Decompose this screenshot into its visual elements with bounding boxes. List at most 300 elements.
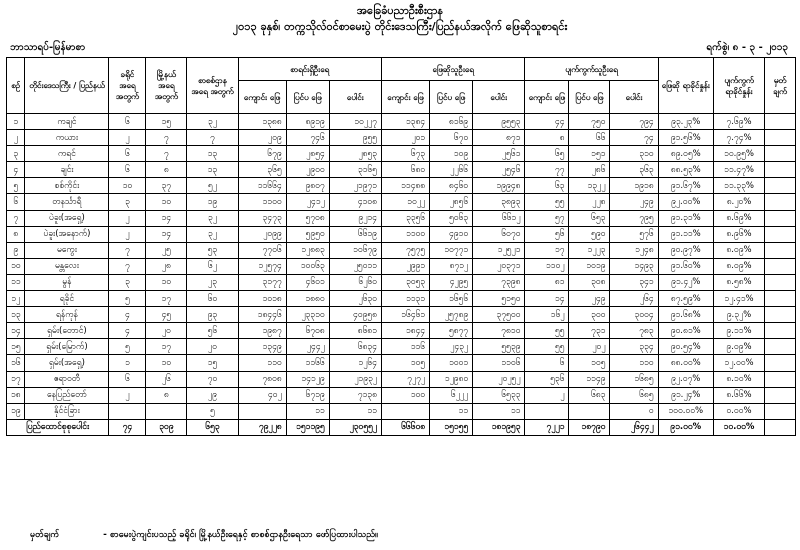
table-cell: ၁၀၇၇၁ <box>430 242 473 258</box>
table-cell: ၁၁.၄၇% <box>713 162 764 178</box>
region-cell: မန္တလေး <box>25 258 109 274</box>
col-township: မြို့နယ် အရေ အတွက် <box>146 58 187 114</box>
table-cell: ၆၃ <box>525 178 569 194</box>
table-cell: ၃၃၄ <box>610 339 658 355</box>
table-cell <box>765 387 796 403</box>
table-cell: ၁၃၂၂ <box>569 178 610 194</box>
table-cell: ၇၈၃ <box>610 323 658 339</box>
table-cell: ၀.၀၀% <box>713 403 764 419</box>
table-cell: ၄၀၂ <box>238 387 286 403</box>
table-cell: ၁၁ <box>286 403 329 419</box>
table-cell: ၁၄ <box>7 323 25 339</box>
table-cell: ၆၇၀၈ <box>286 323 329 339</box>
table-cell: ၁ <box>109 355 146 371</box>
table-cell: ၁၃ <box>187 146 238 162</box>
table-cell: ၆၀၇၀ <box>473 226 525 242</box>
table-cell: ၅၆ <box>525 226 569 242</box>
total-cell: ၂၆၄၄၂ <box>610 419 658 435</box>
table-cell: ၂၅ <box>146 242 187 258</box>
table-cell: ၁၈၈၀ <box>286 291 329 307</box>
table-cell: ၆ <box>109 114 146 130</box>
table-cell: ၅၅ <box>525 323 569 339</box>
table-cell: ၁၄၁၂၉ <box>286 371 329 387</box>
table-cell: ၈.၀၉% <box>713 258 764 274</box>
table-cell: ၁၉၈၇ <box>238 323 286 339</box>
table-cell: ၆၆၁၉ <box>329 226 381 242</box>
region-cell: မွန် <box>25 274 109 290</box>
table-cell: ၁၁၆၆ <box>286 355 329 371</box>
region-cell: နေပြည်တော် <box>25 387 109 403</box>
table-cell: ၁၀၁၈ <box>238 291 286 307</box>
region-cell: ရှမ်း(တောင်) <box>25 323 109 339</box>
table-row <box>7 226 796 242</box>
table-cell: ၇ <box>109 242 146 258</box>
table-cell: ၄၅ <box>146 307 187 323</box>
table-cell: ၁၂၂၃ <box>569 242 610 258</box>
table-cell <box>765 307 796 323</box>
department-title: အခြေခံပညာဦးစီးဌာန <box>356 4 444 17</box>
table-cell: ၆၇၃ <box>381 146 429 162</box>
table-cell <box>238 403 286 419</box>
table-cell <box>146 403 187 419</box>
table-cell: ၅၆ <box>187 323 238 339</box>
table-cell: ၅ <box>7 178 25 194</box>
table-cell: ၁၀ <box>109 178 146 194</box>
table-cell: ၈၇၁ <box>473 130 525 146</box>
table-cell: ၂ <box>109 130 146 146</box>
table-cell: ၁၀၂၂ <box>381 194 429 210</box>
table-cell <box>765 403 796 419</box>
table-cell: ၁၂.၄၁% <box>713 291 764 307</box>
table-cell: ၄၆၀၁ <box>286 274 329 290</box>
table-cell: ၂၅၆၁ <box>473 146 525 162</box>
footnote-label: မှတ်ချက် <box>30 530 60 540</box>
table-cell: ၃ <box>109 194 146 210</box>
table-cell <box>765 194 796 210</box>
table-cell: ၅ <box>109 339 146 355</box>
total-cell: ၂၃၀၅၅၂ <box>329 419 381 435</box>
region-cell: ကရင် <box>25 146 109 162</box>
table-cell <box>765 210 796 226</box>
col-reg-total: ပေါင်း <box>329 81 381 114</box>
table-cell: ၇.၆၉% <box>713 114 764 130</box>
region-cell: ဧရာဝတီ <box>25 371 109 387</box>
table-cell: ၈၇.၅၉% <box>658 291 713 307</box>
table-cell: ၇ <box>146 146 187 162</box>
table-cell: ၇၂၇၂ <box>381 371 429 387</box>
exam-table <box>6 57 796 436</box>
table-cell: ၆၅၃၃ <box>473 387 525 403</box>
region-cell: ချင်း <box>25 162 109 178</box>
table-cell: ၈.၀၉% <box>713 242 764 258</box>
table-cell: ၁၁၄၈၈ <box>381 178 429 194</box>
table-cell: ၁၆ <box>7 355 25 371</box>
table-cell: ၂၆၄ <box>610 291 658 307</box>
table-cell: ၄ <box>109 307 146 323</box>
table-cell <box>765 178 796 194</box>
table-cell: ၅၈၇၇ <box>430 323 473 339</box>
table-cell: ၈ <box>146 162 187 178</box>
table-cell: ၃၆၅ <box>238 162 286 178</box>
table-row <box>7 210 796 226</box>
table-cell: ၇ <box>109 258 146 274</box>
table-cell: ၂၉၀၀ <box>286 162 329 178</box>
table-cell: ၉၁.၅၆% <box>658 130 713 146</box>
total-cell: ၇၄ <box>109 419 146 435</box>
total-cell: ၁၅၁၁၉၅ <box>286 419 329 435</box>
table-cell: ၆ <box>109 371 146 387</box>
table-cell: ၁၇ <box>146 339 187 355</box>
col-absent: ပျက်ကွက်သူဦးရေ <box>525 58 658 81</box>
table-cell: ၂၃၃၁၀ <box>286 307 329 323</box>
table-cell: ၁၃ <box>187 162 238 178</box>
table-cell: ၅၁၅၀ <box>473 291 525 307</box>
region-cell: ရှမ်း(မြောက်) <box>25 339 109 355</box>
table-cell: ၇၁၃၈ <box>329 387 381 403</box>
table-cell: ၂၄၃၂ <box>430 339 473 355</box>
table-cell: ၁၂၉၈၀ <box>430 371 473 387</box>
table-cell: ၉၂.၀၀% <box>658 194 713 210</box>
region-cell: တနင်္သာရီ <box>25 194 109 210</box>
table-cell: ၅၇၀၈ <box>286 210 329 226</box>
table-row <box>7 162 796 178</box>
table-cell: ၆၂၂၂ <box>430 387 473 403</box>
table-cell: ၃၂ <box>187 114 238 130</box>
table-cell <box>765 242 796 258</box>
table-cell: ၁၀ <box>146 355 187 371</box>
region-cell: နိုင်ငံခြား <box>25 403 109 419</box>
table-cell: ၁၀၁၉ <box>569 258 610 274</box>
table-cell: ၁၀၀ <box>381 387 429 403</box>
region-cell: မကွေး <box>25 242 109 258</box>
col-center: စာစစ်ဌာန အရေ အတွက် <box>187 58 238 114</box>
table-row <box>7 291 796 307</box>
table-cell: ၁၃၄၉ <box>238 339 286 355</box>
table-cell: ၆၆၁၂ <box>473 210 525 226</box>
total-cell: ၃၀၉ <box>146 419 187 435</box>
table-cell: ၁၂၄၈ <box>610 242 658 258</box>
table-cell: ၅၇၆ <box>610 226 658 242</box>
table-cell: ၁ <box>7 114 25 130</box>
table-row <box>7 242 796 258</box>
table-cell: ၂၀၂၅၂ <box>473 371 525 387</box>
total-cell: ၇၂၂၁ <box>525 419 569 435</box>
table-cell: ၉၅၅၃ <box>473 114 525 130</box>
table-cell: ၆၈၃ <box>569 387 610 403</box>
table-cell: ၁၁ <box>473 403 525 419</box>
table-cell: ၇ <box>7 210 25 226</box>
col-reg-private: ပြင်ပ ဖြေ <box>286 81 329 114</box>
table-cell: ၁၄၉၃ <box>610 258 658 274</box>
table-cell: ၇၇၀၆ <box>238 242 286 258</box>
table-cell: ၂၆၃၀ <box>329 291 381 307</box>
table-cell <box>765 339 796 355</box>
table-cell: ၂ <box>109 387 146 403</box>
table-cell: ၆၈၅ <box>610 387 658 403</box>
table-cell: ၂၀၃၇၁ <box>473 258 525 274</box>
table-cell: ၈.၉၆% <box>713 226 764 242</box>
table-cell: ၂၄၉ <box>569 291 610 307</box>
table-cell: ၁၀၀၁ <box>430 355 473 371</box>
table-cell: ၉၁.၂၄% <box>658 387 713 403</box>
table-cell: ၁၈ <box>7 387 25 403</box>
table-cell <box>765 355 796 371</box>
region-cell: ရှမ်း(အရှေ့) <box>25 355 109 371</box>
table-cell: ၁၀၀.၀၀% <box>658 403 713 419</box>
table-cell: ၁၀၀၆၃ <box>286 258 329 274</box>
table-cell: ၃၂ <box>187 210 238 226</box>
table-cell: ၉၁.၆၇% <box>658 178 713 194</box>
table-cell: ၉၀.၅၄% <box>658 339 713 355</box>
table-cell: ၁၁ <box>430 403 473 419</box>
table-cell: ၁၇ <box>525 242 569 258</box>
table-cell: ၁၀၅ <box>381 355 429 371</box>
table-cell: ၈၄၆၀ <box>430 178 473 194</box>
table-cell: ၈.၁၀% <box>713 371 764 387</box>
table-cell: ၉၀.၉၇% <box>658 242 713 258</box>
table-cell: ၃၀၅၃ <box>381 274 429 290</box>
table-cell: ၁၁၄၉ <box>569 371 610 387</box>
col-registered: စာရင်းရှိဦးရေ <box>238 58 381 81</box>
table-cell <box>765 146 796 162</box>
region-cell: ကချင် <box>25 114 109 130</box>
table-cell: ၁၀၅ <box>569 355 610 371</box>
table-cell: ၁၁၀၀ <box>238 194 286 210</box>
table-cell: ၈၉.၀၅% <box>658 146 713 162</box>
table-cell: ၉၂၁၄ <box>329 210 381 226</box>
table-cell: ၁၇ <box>146 291 187 307</box>
region-cell: စစ်ကိုင်း <box>25 178 109 194</box>
table-cell: ၂၁၉၃၂ <box>329 371 381 387</box>
table-cell: ၇ <box>146 130 187 146</box>
table-cell: ၉.၃၂% <box>713 307 764 323</box>
region-cell: ရခိုင် <box>25 291 109 307</box>
table-cell: ၁၅၁ <box>569 146 610 162</box>
total-cell: ၇၉၂၂၈ <box>238 419 286 435</box>
col-abs-total: ပေါင်း <box>610 81 658 114</box>
table-cell: ၉၁.၃၁% <box>658 210 713 226</box>
table-cell: ၆၅၃ <box>569 210 610 226</box>
table-row <box>7 258 796 274</box>
total-cell: ၁၈၁၉၅၃ <box>473 419 525 435</box>
col-reg-male: ကျောင်း ဖြေ <box>238 81 286 114</box>
table-cell: ၁၁၀ <box>238 355 286 371</box>
table-cell: ၂၀၉ <box>238 130 286 146</box>
table-cell: ၃ <box>7 146 25 162</box>
table-cell: ၅ <box>187 403 238 419</box>
table-cell <box>765 258 796 274</box>
table-cell: ၂ <box>109 210 146 226</box>
table-cell: ၂၀၉၉ <box>238 226 286 242</box>
table-cell: ၇.၇၄% <box>713 130 764 146</box>
table-cell: ၆၇၉ <box>238 146 286 162</box>
table-cell: ၉.၀၉% <box>713 339 764 355</box>
table-cell: ၆ <box>525 355 569 371</box>
total-cell: ၆၆၆၀၈ <box>381 419 429 435</box>
table-row <box>7 274 796 290</box>
table-cell: ၂၈၅၆ <box>430 194 473 210</box>
table-cell: ၉၂.၀၇% <box>658 371 713 387</box>
table-cell: ၁၂၅၂၁ <box>473 242 525 258</box>
region-cell: ရန်ကုန် <box>25 307 109 323</box>
table-cell: ၁၄ <box>146 226 187 242</box>
table-cell: ၁၁၀ <box>610 355 658 371</box>
table-cell: ၃၄၁ <box>610 274 658 290</box>
table-cell: ၁၁ <box>7 274 25 290</box>
table-cell: ၂၂၈ <box>569 194 610 210</box>
total-cell <box>765 419 796 435</box>
table-cell <box>765 130 796 146</box>
table-cell: ၁၁ <box>329 403 381 419</box>
table-cell: ၉ <box>7 242 25 258</box>
table-cell: ၃၀၈ <box>569 274 610 290</box>
table-cell: ၈.၆၆% <box>713 387 764 403</box>
table-cell: ၉၅၅ <box>329 130 381 146</box>
table-cell: ၄ <box>7 162 25 178</box>
col-remark: မှတ် ချက် <box>765 58 796 114</box>
footnote <box>30 529 378 542</box>
table-cell: ၂ <box>525 387 569 403</box>
table-cell <box>765 226 796 242</box>
table-cell: ၇၉၅ <box>610 210 658 226</box>
table-cell: ၂၀ <box>146 323 187 339</box>
region-cell: ကယား <box>25 130 109 146</box>
table-cell: ၅၇ <box>525 210 569 226</box>
table-cell: ၂ <box>109 226 146 242</box>
table-cell: ၆၂ <box>187 258 238 274</box>
table-cell: ၂၈၆ <box>569 162 610 178</box>
table-cell: ၁၁.၃၃% <box>713 178 764 194</box>
table-cell: ၃ <box>109 274 146 290</box>
table-cell: ၁၁၀၂ <box>525 258 569 274</box>
table-cell: ၂၅၇၈၉ <box>430 307 473 323</box>
table-cell: ၁၃၈၈ <box>238 114 286 130</box>
table-cell: ၁၃၈၄ <box>381 114 429 130</box>
table-cell: ၇၅၀ <box>569 114 610 130</box>
table-cell: ၈ <box>146 387 187 403</box>
table-cell: ၉၁.၁၁% <box>658 226 713 242</box>
col-abs-private: ပြင်ပ ဖြေ <box>569 81 610 114</box>
table-row <box>7 403 796 419</box>
table-cell: ၃၁၇၇ <box>238 274 286 290</box>
table-cell <box>109 403 146 419</box>
table-cell: ၆၀ <box>187 291 238 307</box>
table-cell: ၅၅၃၉ <box>473 339 525 355</box>
total-cell: ၆၅၃ <box>187 419 238 435</box>
col-ans-male: ကျောင်း ဖြေ <box>381 81 429 114</box>
col-no: စဉ် <box>7 58 25 114</box>
table-cell: ၇၃၁ <box>569 323 610 339</box>
table-cell: ၁၂၈၈၃ <box>286 242 329 258</box>
table-row <box>7 194 796 210</box>
region-cell: ပဲခူး(အရှေ့) <box>25 210 109 226</box>
table-cell: ၇၃၉၈ <box>473 274 525 290</box>
table-cell: ၂၉ <box>187 387 238 403</box>
table-row <box>7 307 796 323</box>
total-cell: ၁၈၇၉၀ <box>569 419 610 435</box>
table-cell: ၅၀၆၃ <box>430 210 473 226</box>
table-cell: ၉၃ <box>187 307 238 323</box>
table-cell: ၅၉၅၀ <box>286 226 329 242</box>
table-cell: ၂၁၉၇၁ <box>329 178 381 194</box>
table-row <box>7 355 796 371</box>
table-cell: ၃၁၆၅ <box>329 162 381 178</box>
table-cell: ၁၉ <box>7 403 25 419</box>
table-row <box>7 371 796 387</box>
table-cell: ၁၈၄၄၆ <box>238 307 286 323</box>
table-cell: ၂၃ <box>187 274 238 290</box>
table-cell: ၁၁၆၆၄ <box>238 178 286 194</box>
table-cell: ၃၁၀ <box>610 146 658 162</box>
table-cell: ၉၃.၂၃% <box>658 114 713 130</box>
table-cell: ၁၅ <box>7 339 25 355</box>
table-cell: ၃၆၃ <box>610 162 658 178</box>
col-abs-male: ကျောင်း ဖြေ <box>525 81 569 114</box>
date-label: ရက်စွဲ၊ ၈ - ၃ - ၂၀၁၃ <box>706 42 788 53</box>
table-cell: ၃၃၅၆ <box>381 210 429 226</box>
table-cell: ၈၆၈၁ <box>329 323 381 339</box>
table-cell <box>765 114 796 130</box>
table-cell: ၆ <box>109 146 146 162</box>
footnote-text: - စာမေးပွဲကျင်းပသည့် ခရိုင်၊ မြို့နယ်ဦးရေနှင့် စာစစ်ဌာနဦးရေသာ ဖော်ပြထားပါသည်။ <box>103 530 378 540</box>
table-cell <box>765 274 796 290</box>
table-cell: ၂၀၂ <box>569 339 610 355</box>
table-cell: ၃၂ <box>187 226 238 242</box>
table-cell: ၁၇ <box>7 371 25 387</box>
table-cell: ၉၁.၄၂% <box>658 274 713 290</box>
table-cell: ၂၀၁ <box>381 130 429 146</box>
table-cell: ၂ <box>7 130 25 146</box>
table-cell: ၈.၂၀% <box>713 194 764 210</box>
table-row <box>7 387 796 403</box>
table-cell: ၁၆၄၆၁ <box>381 307 429 323</box>
table-cell: ၈၉၁၉ <box>286 114 329 130</box>
table-cell: ၁၂.၀၀% <box>713 355 764 371</box>
table-cell: ၁၀၉ <box>430 146 473 162</box>
table-cell: ၈၈.၅၃% <box>658 162 713 178</box>
table-cell: ၄၂၉၅ <box>430 274 473 290</box>
table-cell: ၁၂ <box>7 291 25 307</box>
table-cell: ၆၈၃၄ <box>329 339 381 355</box>
table-cell: ၈၁၆၉ <box>430 114 473 130</box>
subject-label: ဘာသာရပ်-မြန်မာစာ <box>10 42 86 53</box>
table-cell: ၁၆၈၅ <box>610 371 658 387</box>
table-cell: ၆၈၀ <box>381 162 429 178</box>
table-cell: ၁၉၁၈ <box>610 178 658 194</box>
table-cell: ၉၀.၈၁% <box>658 323 713 339</box>
table-cell: ၇၇ <box>525 162 569 178</box>
table-cell: ၃၀၀ <box>569 307 610 323</box>
table-cell: ၅၅ <box>525 339 569 355</box>
table-cell: ၈.၅၈% <box>713 274 764 290</box>
table-cell: ၅ <box>109 291 146 307</box>
table-cell: ၂၄၁၂ <box>286 194 329 210</box>
table-cell: ၃၈၉၃ <box>473 194 525 210</box>
table-row <box>7 178 796 194</box>
table-cell: ၁၆၂ <box>525 307 569 323</box>
table-cell: ၁၀၂၂၇ <box>329 114 381 130</box>
table-cell: ၁၀ <box>146 274 187 290</box>
table-cell: ၇၀ <box>187 371 238 387</box>
table-cell: ၁၀ <box>7 258 25 274</box>
table-cell: ၅၂ <box>187 178 238 194</box>
table-cell: ၁၅ <box>146 114 187 130</box>
table-cell: ၄၁၀၈ <box>329 194 381 210</box>
table-cell: ၉၁.၆၀% <box>658 258 713 274</box>
col-ans-total: ပေါင်း <box>473 81 525 114</box>
table-cell: ၁၈၄၄ <box>381 323 429 339</box>
table-cell: ၆၆ <box>569 130 610 146</box>
